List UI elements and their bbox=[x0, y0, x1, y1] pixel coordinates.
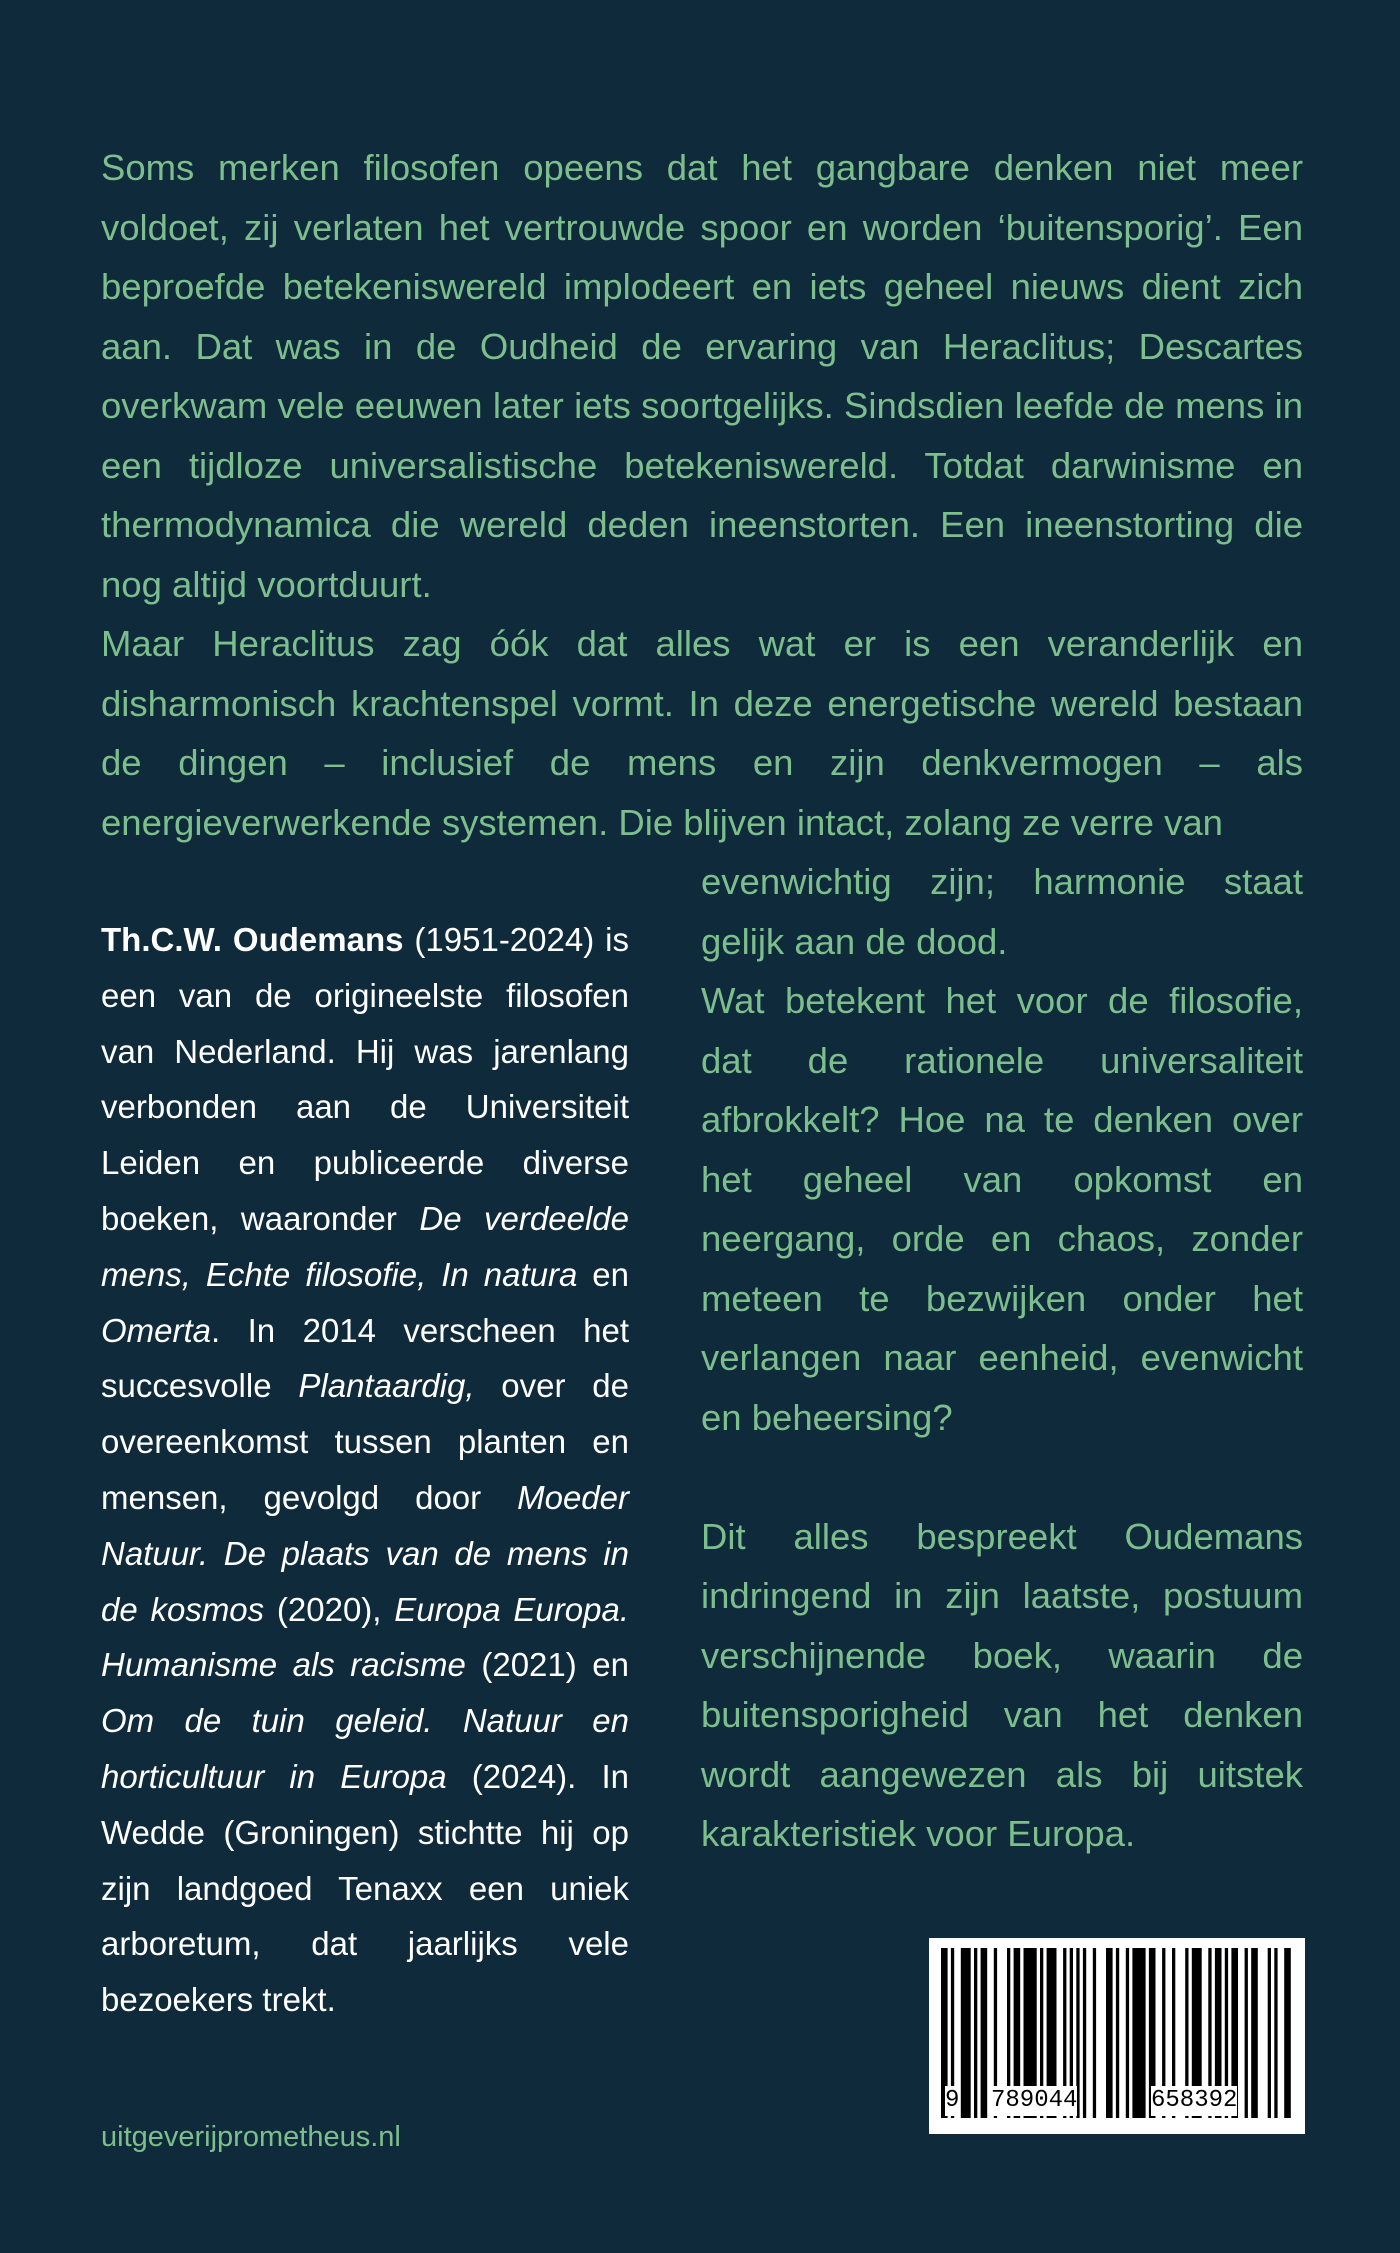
barcode-bar bbox=[1093, 1948, 1096, 2118]
blurb-top bbox=[101, 138, 1303, 852]
publisher-website: uitgeverijprometheus.nl bbox=[101, 2121, 401, 2153]
barcode-bars bbox=[929, 1938, 1305, 2134]
bio-text: (2020), bbox=[264, 1590, 395, 1628]
bio-text: (2021) en bbox=[465, 1646, 629, 1684]
barcode-left-group: 789044 bbox=[991, 2087, 1078, 2114]
blurb-paragraph-2-rest: evenwichtig zijn; harmonie staat gelijk aan de dood. bbox=[701, 861, 1303, 962]
isbn-barcode bbox=[929, 1938, 1305, 2134]
blurb-paragraph-3: Wat betekent het voor de filosofie, dat de rationele universaliteit afbrokkelt? Hoe na te denken over het geheel van opkomst en neergang, orde en chaos, zonder meteen te bezwijken onder het verlangen naar eenheid, evenwicht en beheersing? bbox=[701, 980, 1303, 1438]
bio-text: . In 2014 verscheen het succesvolle bbox=[101, 1311, 629, 1405]
barcode-lead-digit: 9 bbox=[945, 2087, 960, 2114]
book-title: Europa Europa. Humanisme als racisme bbox=[101, 1590, 629, 1684]
book-title: De verdeelde mens, Echte filosofie, In natura bbox=[101, 1199, 630, 1293]
barcode-bar bbox=[981, 1948, 988, 2118]
barcode-bar bbox=[1268, 1948, 1271, 2118]
barcode-bar bbox=[1284, 1948, 1291, 2118]
barcode-bar bbox=[1245, 1948, 1248, 2118]
book-title: Plantaardig, bbox=[298, 1367, 475, 1405]
bio-text: (1951-2024) is een van de origineelste filosofen van Nederland. Hij was jarenlang verbonden aan de Universiteit Leiden en publiceerde diverse boeken, waaronder bbox=[101, 921, 629, 1237]
barcode-bar bbox=[1116, 1948, 1119, 2118]
book-title: Om de tuin geleid. Natuur en horticultuur in Europa bbox=[101, 1702, 629, 1795]
author-bio bbox=[101, 912, 629, 2028]
barcode-bar bbox=[1251, 1948, 1258, 2118]
barcode-bar bbox=[1132, 1948, 1145, 2118]
barcode-bar bbox=[961, 1948, 971, 2118]
barcode-bar bbox=[1126, 1948, 1129, 2118]
barcode-bar bbox=[974, 1948, 977, 2118]
blurb-right-column bbox=[701, 852, 1303, 1864]
barcode-bar bbox=[1083, 1948, 1086, 2118]
book-title: Omerta bbox=[101, 1311, 212, 1349]
barcode-bar bbox=[1274, 1948, 1277, 2118]
blurb-paragraph-1: Soms merken filosofen opeens dat het gangbare denken niet meer voldoet, zij verlaten het vertrouwde spoor en worden ‘buitensporig’. Een beproefde betekeniswereld implodeert en iets geheel nieuws dient zich aan. Dat was in de Oudheid de ervaring van Heraclitus; Descartes overkwam vele eeuwen later iets soortgelijks. Sindsdien leefde de mens in een tijdloze universalistische betekeniswereld. Totdat darwinisme en thermodynamica die wereld deden ineenstorten. Een ineenstorting die nog altijd voortduurt. bbox=[101, 147, 1303, 605]
book-title: Moeder Natuur. De plaats van de mens in de kosmos bbox=[101, 1478, 629, 1628]
bio-text: (2024). In Wedde (Groningen) stichtte hij op zijn landgoed Tenaxx een uniek arboretum, dat jaarlijks vele bezoekers trekt. bbox=[101, 1757, 629, 2019]
barcode-bar bbox=[1106, 1948, 1113, 2118]
author-name: Th.C.W. Oudemans bbox=[101, 921, 404, 958]
blurb-paragraph-4: Dit alles bespreekt Oudemans indringend in zijn laatste, postuum verschijnende boek, waarin de buitensporigheid van het denken wordt aangewezen als bij uitstek karakteristiek voor Europa. bbox=[701, 1515, 1303, 1854]
bio-text: over de overeenkomst tussen planten en mensen, gevolgd door bbox=[101, 1367, 629, 1516]
barcode-right-group: 658392 bbox=[1151, 2087, 1238, 2114]
bio-text: en bbox=[577, 1255, 629, 1293]
blurb-paragraph-2-top: Maar Heraclitus zag óók dat alles wat er is een veranderlijk en disharmonisch krachtenspel vormt. In deze energetische wereld bestaan de dingen – inclusief de mens en zijn denkvermogen – als energieverwerkende systemen. Die blijven intact, zolang ze verre van bbox=[101, 623, 1303, 843]
